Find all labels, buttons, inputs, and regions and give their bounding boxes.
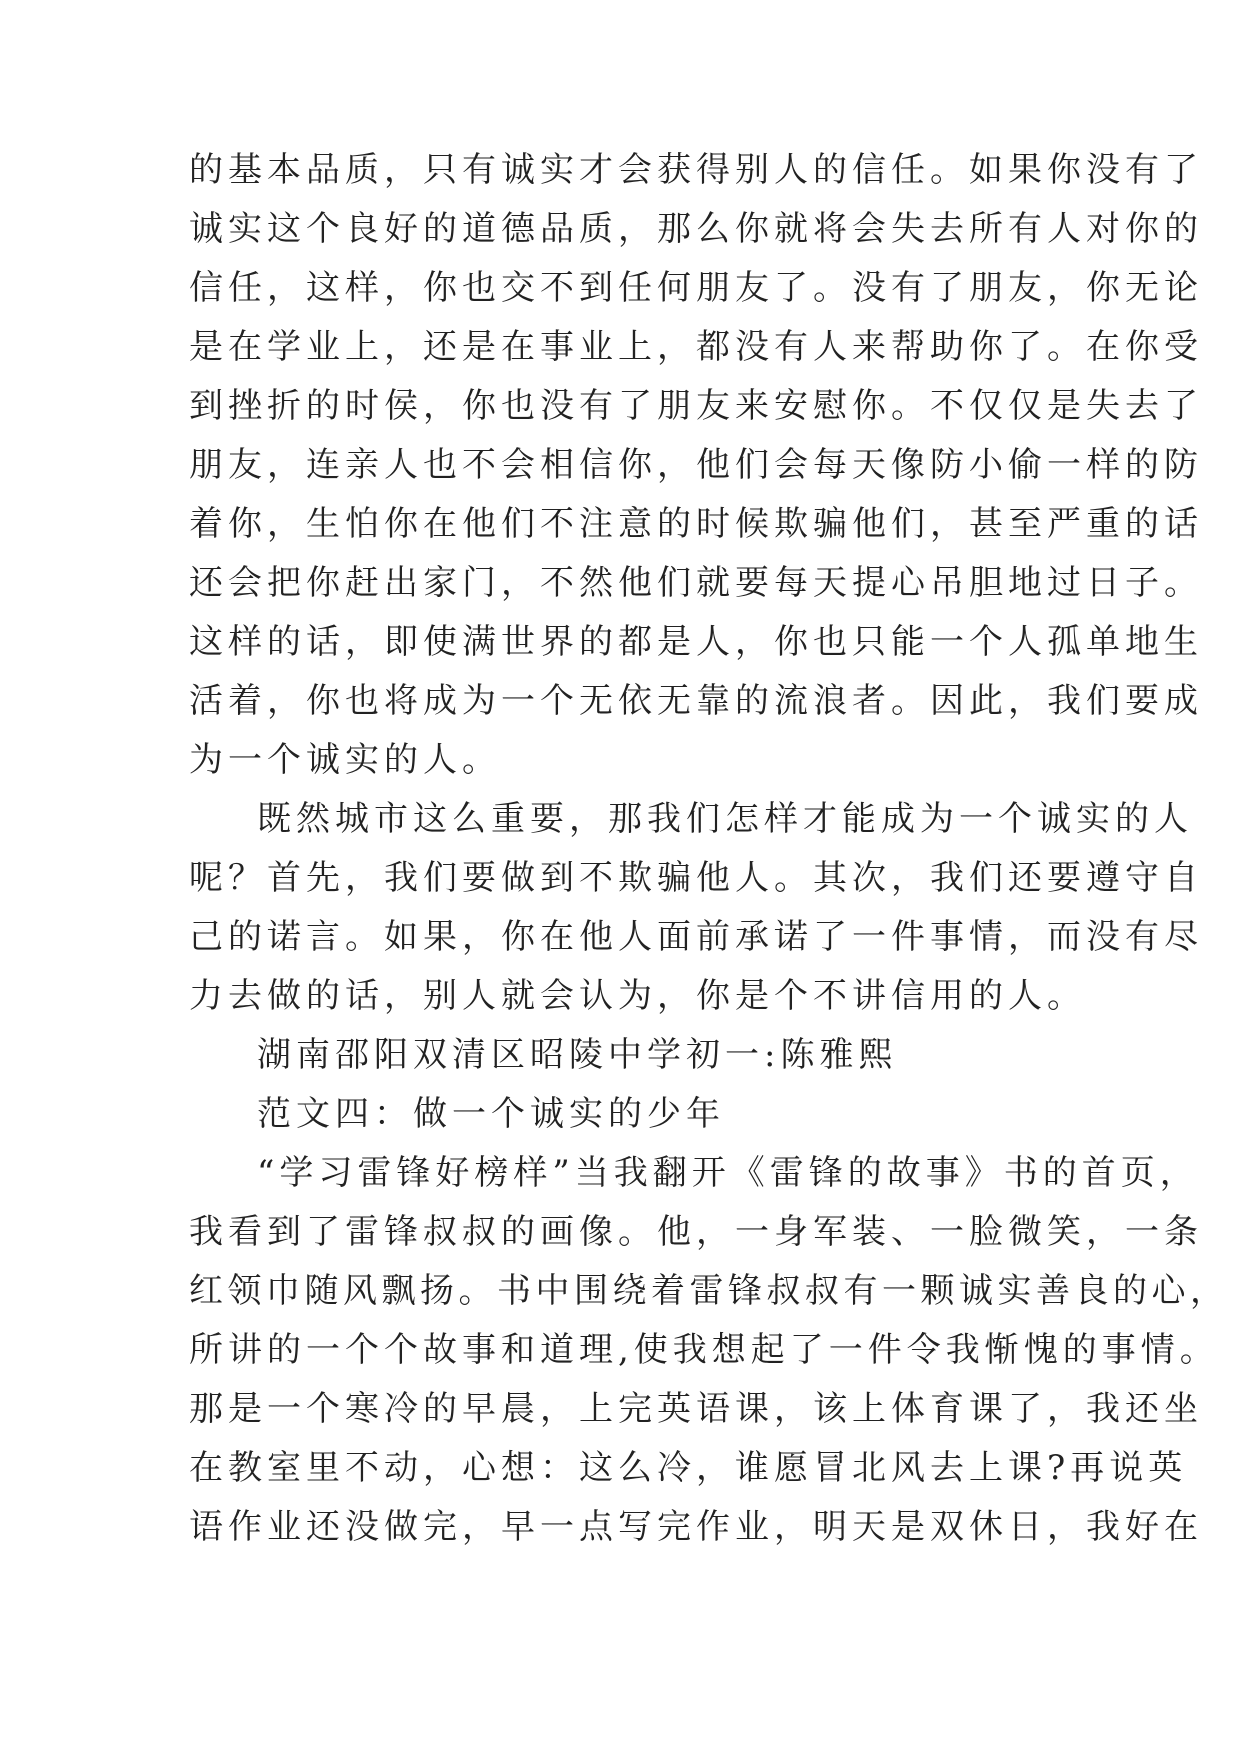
- text-line: 诚实这个良好的道德品质，那么你就将会失去所有人对你的: [189, 209, 1203, 249]
- paragraph-start-line: “学习雷锋好榜样”当我翻开《雷锋的故事》书的首页，: [257, 1153, 1199, 1193]
- text-line: 朋友，连亲人也不会相信你，他们会每天像防小偷一样的防: [189, 445, 1203, 485]
- paragraph-start-line: 既然城市这么重要，那我们怎样才能成为一个诚实的人: [257, 799, 1193, 839]
- text-line: 到挫折的时侯，你也没有了朋友来安慰你。不仅仅是失去了: [189, 386, 1203, 426]
- text-line: 在教室里不动，心想：这么冷，谁愿冒北风去上课?再说英: [189, 1448, 1188, 1488]
- text-line: 呢？首先，我们要做到不欺骗他人。其次，我们还要遵守自: [189, 858, 1203, 898]
- text-line: 红领巾随风飘扬。书中围绕着雷锋叔叔有一颗诚实善良的心，: [189, 1271, 1229, 1311]
- text-line: 所讲的一个个故事和道理,使我想起了一件令我惭愧的事情。: [189, 1330, 1219, 1370]
- text-line: 着你，生怕你在他们不注意的时候欺骗他们，甚至严重的话: [189, 504, 1203, 544]
- text-line: 己的诺言。如果，你在他人面前承诺了一件事情，而没有尽: [189, 917, 1203, 957]
- text-line: 还会把你赶出家门，不然他们就要每天提心吊胆地过日子。: [189, 563, 1203, 603]
- text-line: 这样的话，即使满世界的都是人，你也只能一个人孤单地生: [189, 622, 1203, 662]
- section-heading: 范文四：做一个诚实的少年: [257, 1094, 725, 1134]
- text-line: 是在学业上，还是在事业上，都没有人来帮助你了。在你受: [189, 327, 1203, 367]
- author-line: 湖南邵阳双清区昭陵中学初一:陈雅熙: [257, 1035, 898, 1075]
- text-line: 的基本品质，只有诚实才会获得别人的信任。如果你没有了: [189, 150, 1203, 190]
- text-line: 语作业还没做完，早一点写完作业，明天是双休日，我好在: [189, 1507, 1203, 1547]
- text-line: 为一个诚实的人。: [189, 740, 501, 780]
- text-line: 活着，你也将成为一个无依无靠的流浪者。因此，我们要成: [189, 681, 1203, 721]
- text-line: 那是一个寒冷的早晨，上完英语课，该上体育课了，我还坐: [189, 1389, 1203, 1429]
- text-line: 信任，这样，你也交不到任何朋友了。没有了朋友，你无论: [189, 268, 1203, 308]
- text-line: 我看到了雷锋叔叔的画像。他，一身军装、一脸微笑，一条: [189, 1212, 1203, 1252]
- text-line: 力去做的话，别人就会认为，你是个不讲信用的人。: [189, 976, 1086, 1016]
